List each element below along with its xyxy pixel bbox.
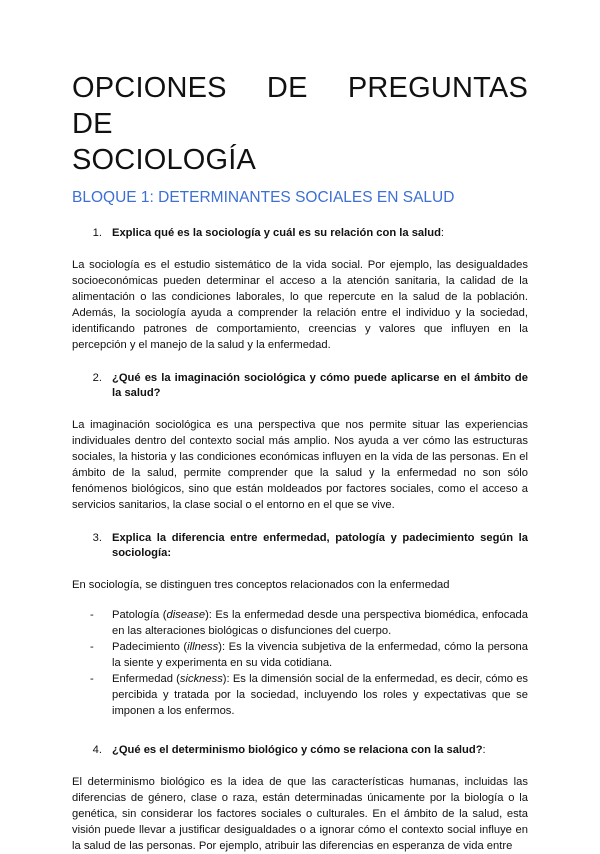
list-item-text [112, 671, 528, 719]
list-item-pre: Enfermedad ( [112, 673, 180, 685]
question-suffix: : [482, 744, 486, 756]
document-title [72, 70, 528, 178]
answer-1: La sociología es el estudio sistemático de la vida social. Por ejemplo, las desigualdades socioeconómicas pueden determinar el acceso a la atención sanitaria, la calidad de la alimentación o las condiciones laborales, lo que repercute en la salud de la población. Además, la sociología ayuda a comprender la relación entre el individuo y la sociedad, identificando patrones de comportamiento, creencias y valores que influyen en la percepción y el manejo de la salud y la enfermedad. [72, 259, 528, 351]
list-item-text [112, 607, 528, 639]
list-item-term: sickness [179, 673, 223, 685]
question-bold-text: ¿Qué es la imaginación sociológica y cómo puede aplicarse en el ámbito de la salud? [112, 372, 528, 399]
list-item-term: disease [166, 609, 206, 621]
list-item [72, 639, 528, 671]
question-bold-text: Explica la diferencia entre enfermedad, patología y padecimiento según la sociología: [112, 532, 528, 559]
question-1 [72, 226, 528, 241]
question-suffix: : [440, 227, 445, 239]
list-item [72, 671, 528, 719]
title-line-2: SOCIOLOGÍA [72, 144, 257, 176]
question-number: 4. [92, 744, 102, 756]
answer-4: El determinismo biológico es la idea de que las características humanas, incluidas las diferencias de género, clase o raza, están determinadas únicamente por la biología o la genética, sin considerar los factores sociales o culturales. En el ámbito de la salud, esta visión puede llevar a justificar desigualdades o a ignorar cómo el contexto social influye en la salud de las personas. Por ejemplo, atribuir las diferencias en esperanza de vida entre [72, 776, 528, 852]
list-dash: - [90, 673, 94, 685]
answer-2: La imaginación sociológica es una perspectiva que nos permite situar las experiencias individuales dentro del contexto social más amplio. Nos ayuda a ver cómo las estructuras sociales, la historia y las condiciones económicas influyen en la vida de las personas. En el ámbito de la salud, permite comprender que la salud y la enfermedad no son sólo fenómenos biológicos, sino que están moldeados por factores sociales, como el acceso a servicios sanitarios, la clase social o el entorno en el que se vive. [72, 419, 528, 511]
question-text [112, 226, 528, 241]
block-title: BLOQUE 1: DETERMINANTES SOCIALES EN SALUD [72, 189, 455, 206]
title-line-1: OPCIONES DE PREGUNTAS DE [72, 72, 528, 140]
list-dash: - [90, 609, 94, 621]
list-item-pre: Padecimiento ( [112, 641, 188, 653]
list-item-post: ): Es la enfermedad desde una perspectiva biomédica, enfocada en las alteraciones biológicas o disfunciones del cuerpo. [112, 609, 528, 637]
question-text [112, 743, 528, 758]
question-bold-text: ¿Qué es el determinismo biológico y cómo se relaciona con la salud? [112, 744, 483, 756]
list-item-text [112, 639, 528, 671]
question-text [112, 371, 528, 401]
question-bold-text: Explica qué es la sociología y cuál es su relación con la salud [112, 227, 441, 239]
question-number: 1. [92, 227, 102, 239]
question-text [112, 531, 528, 561]
question-3 [72, 531, 528, 561]
concept-list [72, 607, 528, 719]
answer-3-intro: En sociología, se distinguen tres conceptos relacionados con la enfermedad [72, 579, 450, 591]
list-item-post: ): Es la vivencia subjetiva de la enfermedad, cómo la persona la siente y experimenta en su vida cotidiana. [112, 641, 529, 669]
list-item-post: ): Es la dimensión social de la enfermedad, es decir, cómo es percibida y tratada por la sociedad, incluyendo los roles y expectativas que se imponen a los enfermos. [112, 673, 529, 717]
list-item-term: illness [187, 641, 219, 653]
question-number: 3. [92, 532, 102, 544]
question-4 [72, 743, 528, 758]
list-item-pre: Patología ( [112, 609, 167, 621]
question-2 [72, 371, 528, 401]
question-number: 2. [92, 372, 102, 384]
list-dash: - [90, 641, 94, 653]
list-item [72, 607, 528, 639]
